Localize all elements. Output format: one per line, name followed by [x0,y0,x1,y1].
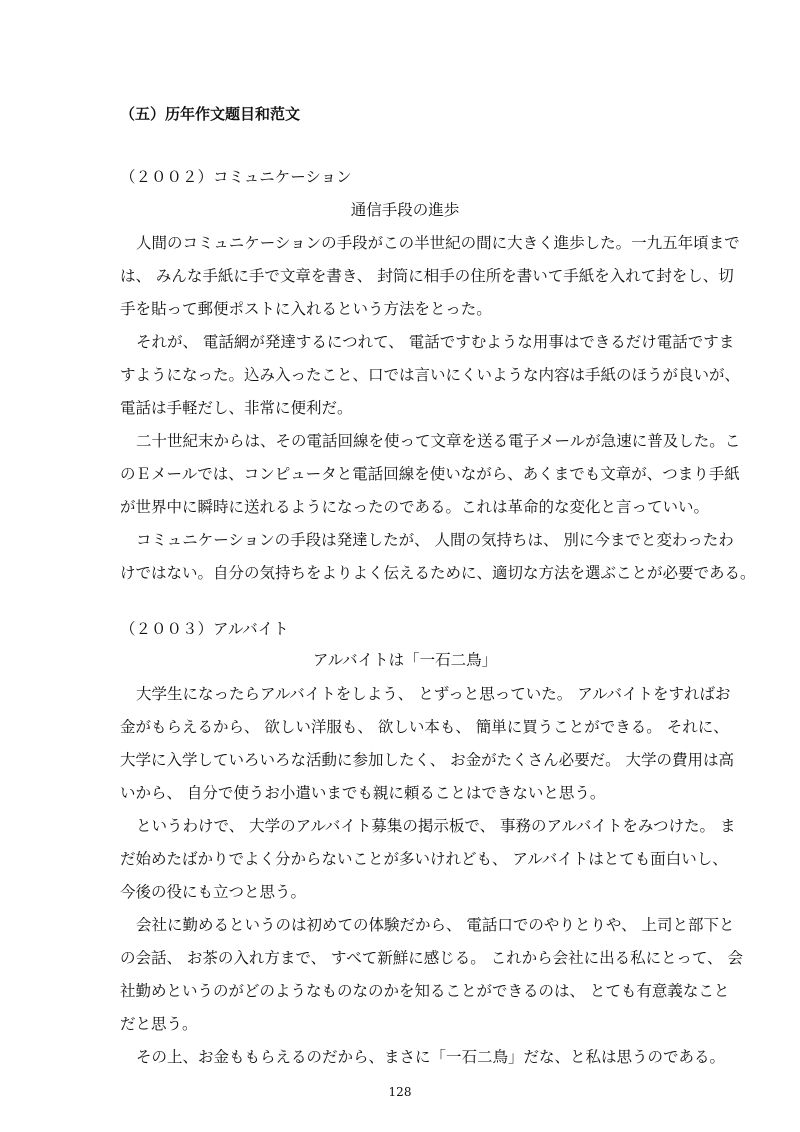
essay-line: だと思う。 [120,1015,198,1033]
essay-line: 今後の役にも立つと思う。 [120,883,307,901]
essay-line: 金がもらえるから、 欲しい洋服も、 欲しい本も、 簡単に買うことができる。 それに、 [120,718,729,736]
essay-line: コミュニケーションの手段は発達したが、 人間の気持ちは、 別に今までと変わったわ [136,531,734,549]
essay-line: 二十世紀末からは、その電話回線を使って文章を送る電子メールが急速に普及した。こ [136,432,741,450]
essay-title: 通信手段の進歩 [350,201,460,219]
essay-line: いから、 自分で使うお小遣いまでも親に頼ることはできないと思う。 [120,784,606,802]
essay-line: すようになった。込み入ったこと、口では言いにくいような内容は手紙のほうが良いが、 [120,366,741,384]
essay-line: のＥメールでは、コンピュータと電話回線を使いながら、あくまでも文章が、つまり手紙 [120,465,740,483]
essay-line: けではない。自分の気持ちをよりよく伝えるために、適切な方法を選ぶことが必要である。 [120,564,756,582]
section-title: （五）历年作文题目和范文 [120,105,301,123]
page-number: 128 [388,1085,412,1099]
essay-line: が世界中に瞬時に送れるようになったのである。これは革命的な変化と言っていい。 [120,498,710,516]
essay-line: 社勤めというのがどのようなものなのかを知ることができるのは、 とても有意義なこと [120,982,730,1000]
essay-title: アルバイトは「一石二鳥」 [312,651,498,669]
essay-line: 人間のコミュニケーションの手段がこの半世紀の間に大きく進歩した。一九五年頃まで [136,234,740,252]
essay-line: は、 みんな手紙に手で文章を書き、 封筒に相手の住所を書いて手紙を入れて封をし、切 [120,267,734,285]
essay-line: 大学に入学していろいろな活動に参加したく、 お金がたくさん必要だ。 大学の費用は高 [120,751,735,769]
essay-line: その上、お金ももらえるのだから、まさに「一石二鳥」だな、と私は思うのである。 [136,1048,726,1066]
essay-line: だ始めたばかりでよく分からないことが多いけれども、 アルバイトはとても面白いし、 [120,850,728,868]
essay-year-heading: （２００２）コミュニケーション [120,168,352,186]
essay-line: それが、 電話網が発達するにつれて、 電話ですむような用事はできるだけ電話ですま [136,333,735,351]
essay-line: 電話は手軽だし、非常に便利だ。 [120,399,353,417]
essay-year-heading: （２００３）アルバイト [120,620,289,638]
essay-line: の会話、 お茶の入れ方まで、 すべて新鮮に感じる。 これから会社に出る私にとって、 会 [120,949,743,967]
essay-line: 大学生になったらアルバイトをしよう、 とずっと思っていた。 アルバイトをすればお [136,685,731,703]
essay-line: 会社に勤めるというのは初めての体験だから、 電話口でのやりとりや、 上司と部下と [136,916,735,934]
essay-line: 手を貼って郵便ポストに入れるという方法をとった。 [120,300,492,318]
essay-line: というわけで、 大学のアルバイト募集の掲示板で、 事務のアルバイトをみつけた。 ま [136,817,736,835]
